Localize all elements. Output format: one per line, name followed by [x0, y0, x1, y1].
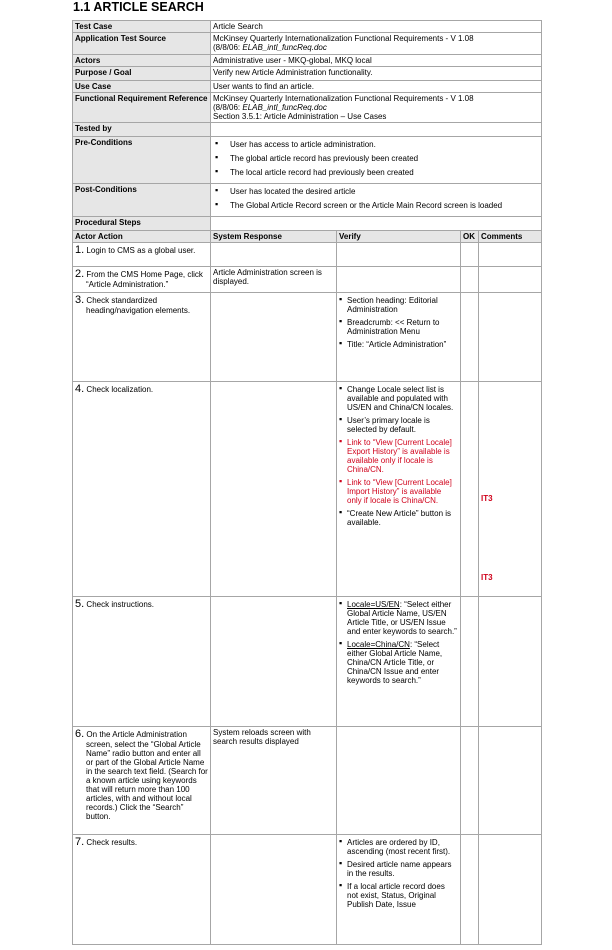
step-comments	[479, 382, 542, 597]
step-comments	[479, 243, 542, 267]
step-verify	[337, 727, 461, 835]
step-number: 6.	[75, 728, 85, 740]
col-header-actor: Actor Action	[73, 231, 211, 243]
app-source-date: (8/8/06:	[213, 43, 243, 52]
step-comments	[479, 293, 542, 382]
procedural-steps-spacer	[211, 217, 542, 231]
app-source-line1: McKinsey Quarterly Internationalization Functional Requirements - V 1.08	[213, 34, 474, 43]
func-ref-date: (8/8/06:	[213, 103, 243, 112]
label-pre-conditions: Pre-Conditions	[73, 137, 211, 184]
row-app-source	[73, 33, 542, 55]
row-purpose	[73, 67, 542, 81]
pre-condition-item: ▪ The global article record has previously been created	[213, 154, 539, 163]
step-action-text: On the Article Administration screen, select the “Global Article Name” radio button and enter all or part of the Global Article Name in the search text field. (Search for a known article using keywords that will return more than 100 articles, with and without local records.) Click the “Search” button.	[86, 730, 208, 821]
step-system	[211, 382, 337, 597]
func-ref-line1: McKinsey Quarterly Internationalization Functional Requirements - V 1.08	[213, 94, 474, 103]
verify-item	[339, 600, 458, 636]
step-number: 3.	[75, 294, 85, 306]
step-action	[73, 727, 211, 835]
step-ok	[461, 293, 479, 382]
step-row	[73, 597, 542, 727]
row-pre-conditions	[73, 137, 542, 184]
label-app-source: Application Test Source	[73, 33, 211, 55]
value-func-ref	[211, 93, 542, 123]
step-row	[73, 293, 542, 382]
verify-item: ▪ User’s primary locale is selected by default.	[339, 416, 458, 434]
test-case-table	[72, 20, 542, 945]
step-row	[73, 267, 542, 293]
step-verify	[337, 293, 461, 382]
value-use-case: User wants to find an article.	[211, 81, 542, 93]
step-system	[211, 597, 337, 727]
col-header-ok: OK	[461, 231, 479, 243]
verify-item: ▪ Section heading: Editorial Administration	[339, 296, 458, 314]
label-procedural-steps: Procedural Steps	[73, 217, 211, 231]
step-system	[211, 243, 337, 267]
pre-conditions-list	[213, 140, 539, 177]
comment-tag: IT3	[481, 494, 493, 503]
step-verify	[337, 243, 461, 267]
col-header-system: System Response	[211, 231, 337, 243]
step-ok	[461, 243, 479, 267]
row-actors	[73, 55, 542, 67]
step-row	[73, 727, 542, 835]
verify-item: ▪ Desired article name appears in the results.	[339, 860, 458, 878]
step-action	[73, 382, 211, 597]
step-verify	[337, 267, 461, 293]
step-verify	[337, 382, 461, 597]
func-ref-line3: Section 3.5.1: Article Administration – Use Cases	[213, 112, 387, 121]
step-action-text: Check instructions.	[86, 600, 155, 609]
locale-cn-label: Locale=China/CN	[347, 640, 410, 649]
verify-item: ▪ Breadcrumb: << Return to Administration Menu	[339, 318, 458, 336]
verify-item: ▪ Title: “Article Administration”	[339, 340, 458, 349]
verify-item: ▪ Link to “View [Current Locale] Import History” is available only if locale is China/CN.	[339, 478, 458, 505]
verify-list	[339, 385, 458, 527]
verify-item: ▪ If a local article record does not exist, Status, Original Publish Date, Issue	[339, 882, 458, 909]
step-number: 4.	[75, 383, 85, 395]
post-condition-item: ▪ The Global Article Record screen or the Article Main Record screen is loaded	[213, 201, 539, 210]
step-system	[211, 835, 337, 945]
step-comments	[479, 597, 542, 727]
step-system: System reloads screen with search results displayed	[211, 727, 337, 835]
step-action	[73, 243, 211, 267]
col-header-comments: Comments	[479, 231, 542, 243]
step-action	[73, 597, 211, 727]
pre-condition-item: ▪ User has access to article administration.	[213, 140, 539, 149]
verify-item	[339, 640, 458, 685]
step-row	[73, 835, 542, 945]
label-tested-by: Tested by	[73, 123, 211, 137]
step-comments	[479, 835, 542, 945]
value-actors: Administrative user - MKQ-global, MKQ local	[211, 55, 542, 67]
locale-us-text: : “Select either Global Article Name, US/EN Article Title, or US/EN Issue and enter keywords to search.”	[347, 600, 457, 636]
locale-cn-text: : “Select either Global Article Name, China/CN Article Title, or China/CN Issue and enter keywords to search.”	[347, 640, 443, 685]
step-number: 5.	[75, 598, 85, 610]
row-func-ref	[73, 93, 542, 123]
app-source-file: ELAB_intl_funcReq.doc	[242, 43, 327, 52]
pre-condition-item: ▪ The local article record had previously been created	[213, 168, 539, 177]
step-system	[211, 293, 337, 382]
step-ok	[461, 835, 479, 945]
value-test-case: Article Search	[211, 21, 542, 33]
verify-item: ▪ Articles are ordered by ID, ascending (most recent first).	[339, 838, 458, 856]
row-tested-by	[73, 123, 542, 137]
step-comments	[479, 267, 542, 293]
step-row	[73, 382, 542, 597]
locale-us-label: Locale=US/EN	[347, 600, 400, 609]
step-row	[73, 243, 542, 267]
step-action-text: Check localization.	[86, 385, 154, 394]
verify-list	[339, 296, 458, 349]
func-ref-line2	[213, 103, 539, 112]
verify-item: ▪ “Create New Article” button is available.	[339, 509, 458, 527]
step-comments	[479, 727, 542, 835]
step-action	[73, 293, 211, 382]
step-number: 2.	[75, 268, 85, 280]
step-action	[73, 267, 211, 293]
step-action-text: Check standardized heading/navigation elements.	[86, 296, 191, 315]
row-use-case	[73, 81, 542, 93]
step-action-text: Check results.	[86, 838, 138, 847]
label-post-conditions: Post-Conditions	[73, 184, 211, 217]
value-purpose: Verify new Article Administration functionality.	[211, 67, 542, 81]
step-action-text: Login to CMS as a global user.	[86, 246, 196, 255]
step-number: 7.	[75, 836, 85, 848]
step-action	[73, 835, 211, 945]
step-action-text: From the CMS Home Page, click “Article Administration.”	[86, 270, 203, 289]
label-use-case: Use Case	[73, 81, 211, 93]
value-post-conditions	[211, 184, 542, 217]
row-test-case	[73, 21, 542, 33]
label-test-case: Test Case	[73, 21, 211, 33]
app-source-line2	[213, 43, 539, 52]
row-procedural-steps	[73, 217, 542, 231]
verify-item: ▪ Change Locale select list is available and populated with US/EN and China/CN locales.	[339, 385, 458, 412]
step-ok	[461, 727, 479, 835]
step-verify	[337, 835, 461, 945]
comment-tag: IT3	[481, 573, 493, 582]
row-post-conditions	[73, 184, 542, 217]
label-actors: Actors	[73, 55, 211, 67]
value-tested-by	[211, 123, 542, 137]
verify-list	[339, 600, 458, 685]
step-ok	[461, 597, 479, 727]
value-app-source	[211, 33, 542, 55]
post-condition-item: ▪ User has located the desired article	[213, 187, 539, 196]
label-purpose: Purpose / Goal	[73, 67, 211, 81]
step-verify	[337, 597, 461, 727]
post-conditions-list	[213, 187, 539, 210]
value-pre-conditions	[211, 137, 542, 184]
label-func-ref: Functional Requirement Reference	[73, 93, 211, 123]
verify-list	[339, 838, 458, 909]
step-number: 1.	[75, 244, 85, 256]
func-ref-file: ELAB_intl_funcReq.doc	[242, 103, 327, 112]
step-system: Article Administration screen is displayed.	[211, 267, 337, 293]
verify-item: ▪ Link to “View [Current Locale] Export History” is available is available only if locale is China/CN.	[339, 438, 458, 474]
step-ok	[461, 267, 479, 293]
col-header-verify: Verify	[337, 231, 461, 243]
page-title: 1.1 ARTICLE SEARCH	[73, 0, 204, 14]
steps-header-row	[73, 231, 542, 243]
step-ok	[461, 382, 479, 597]
